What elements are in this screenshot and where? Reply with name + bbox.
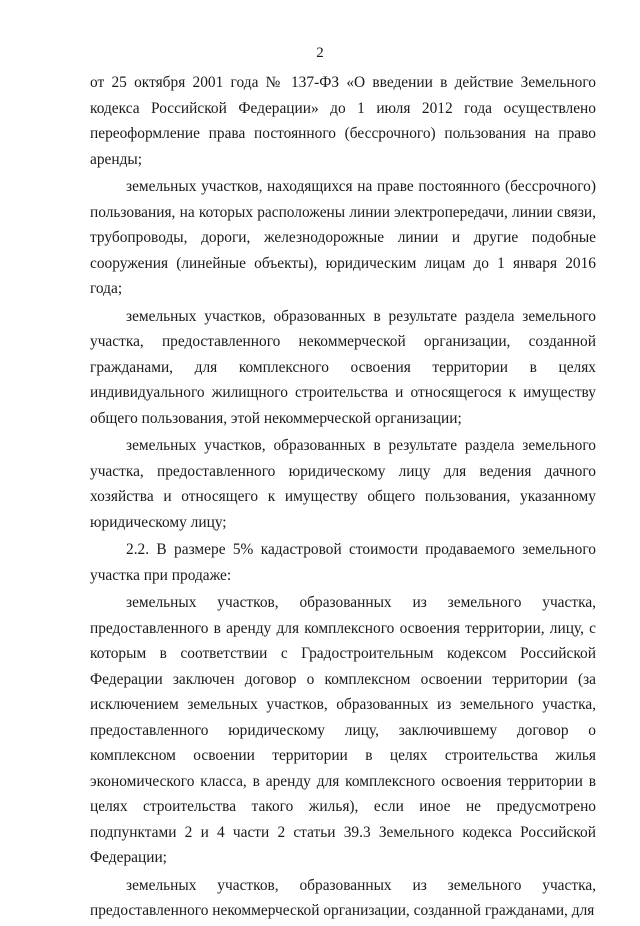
document-body [90, 70, 596, 926]
paragraph-1: от 25 октября 2001 года № 137-ФЗ «О введении в действие Земельного кодекса Российской Федерации» до 1 июля 2012 года осуществлено переоформление права постоянного (бессрочного) пользования на право аренды; [90, 74, 596, 168]
paragraph-6: земельных участков, образованных из земельного участка, предоставленного в аренду для комплексного освоения территории, лицу, с которым в соответствии с Градостроительным кодексом Российской Федерации заключен договор о комплексном освоении территории (за исключением земельных участков, образованных из земельного участка, предоставленного юридическому лицу, заключившему договор о комплексном освоении территории в целях строительства жилья экономического класса, в аренду для комплексного освоения территории в целях строительства такого жилья), если иное не предусмотрено подпунктами 2 и 4 части 2 статьи 39.3 Земельного кодекса Российской Федерации; [90, 594, 596, 866]
paragraph-2: земельных участков, находящихся на праве постоянного (бессрочного) пользования, на которых расположены линии электропередачи, линии связи, трубопроводы, дороги, железнодорожные линии и другие подобные сооружения (линейные объекты), юридическим лицам до 1 января 2016 года; [90, 178, 596, 297]
paragraph-7: земельных участков, образованных из земельного участка, предоставленного некоммерческой организации, созданной гражданами, для [90, 876, 596, 919]
paragraph-4: земельных участков, образованных в результате раздела земельного участка, предоставленного юридическому лицу для ведения дачного хозяйства и относящего к имуществу общего пользования, указанному юридическому лицу; [90, 437, 596, 531]
paragraph-3: земельных участков, образованных в результате раздела земельного участка, предоставленного некоммерческой организации, созданной гражданами, для комплексного освоения территории в целях индивидуального жилищного строительства и относящегося к имуществу общего пользования, этой некоммерческой организации; [90, 307, 596, 427]
page-number: 2 [316, 45, 324, 61]
paragraph-5: 2.2. В размере 5% кадастровой стоимости продаваемого земельного участка при продаже: [90, 541, 596, 584]
